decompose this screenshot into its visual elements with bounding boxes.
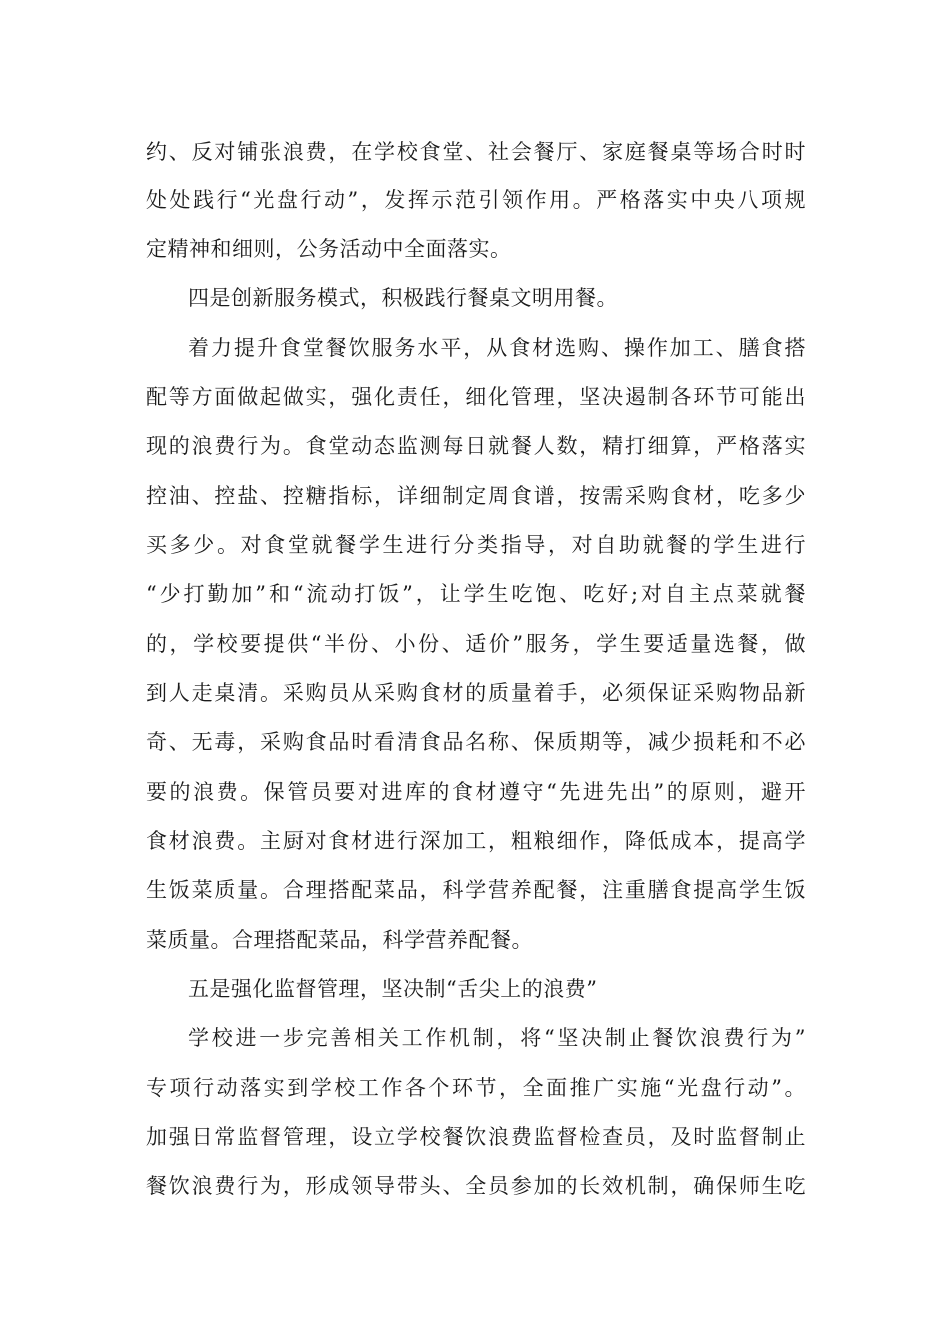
text-line: 约、反对铺张浪费，在学校食堂、社会餐厅、家庭餐桌等场合时时 — [146, 140, 806, 164]
text-line: 处处践行“光盘行动”，发挥示范引领作用。严格落实中央八项规 — [146, 188, 806, 212]
text-line: 现的浪费行为。食堂动态监测每日就餐人数，精打细算，严格落实 — [146, 434, 806, 458]
text-line: 着力提升食堂餐饮服务水平，从食材选购、操作加工、膳食搭 — [188, 336, 806, 360]
text-line: 的，学校要提供“半份、小份、适价”服务，学生要适量选餐，做 — [146, 632, 806, 656]
section-heading: 五是强化监督管理，坚决制“舌尖上的浪费” — [188, 977, 598, 1001]
section-heading: 四是创新服务模式，积极践行餐桌文明用餐。 — [188, 286, 618, 310]
text-line: 加强日常监督管理，设立学校餐饮浪费监督检查员，及时监督制止 — [146, 1125, 806, 1149]
text-line: 学校进一步完善相关工作机制，将“坚决制止餐饮浪费行为” — [188, 1026, 806, 1050]
text-line: 食材浪费。主厨对食材进行深加工，粗粮细作，降低成本，提高学 — [146, 829, 806, 853]
text-line: 专项行动落实到学校工作各个环节，全面推广实施“光盘行动”。 — [146, 1076, 806, 1100]
text-line: 生饭菜质量。合理搭配菜品，科学营养配餐，注重膳食提高学生饭 — [146, 878, 806, 902]
text-line: 到人走桌清。采购员从采购食材的质量着手，必须保证采购物品新 — [146, 681, 806, 705]
text-line: 要的浪费。保管员要对进库的食材遵守“先进先出”的原则，避开 — [146, 780, 806, 804]
text-line: 配等方面做起做实，强化责任，细化管理，坚决遏制各环节可能出 — [146, 385, 806, 409]
text-line: “少打勤加”和“流动打饭”，让学生吃饱、吃好;对自主点菜就餐 — [146, 582, 806, 606]
text-line: 控油、控盐、控糖指标，详细制定周食谱，按需采购食材，吃多少 — [146, 484, 806, 508]
text-line: 奇、无毒，采购食品时看清食品名称、保质期等，减少损耗和不必 — [146, 730, 806, 754]
text-line: 买多少。对食堂就餐学生进行分类指导，对自助就餐的学生进行 — [146, 533, 806, 557]
text-line: 定精神和细则，公务活动中全面落实。 — [146, 237, 512, 261]
text-line: 菜质量。合理搭配菜品，科学营养配餐。 — [146, 928, 533, 952]
text-line: 餐饮浪费行为，形成领导带头、全员参加的长效机制，确保师生吃 — [146, 1174, 806, 1198]
